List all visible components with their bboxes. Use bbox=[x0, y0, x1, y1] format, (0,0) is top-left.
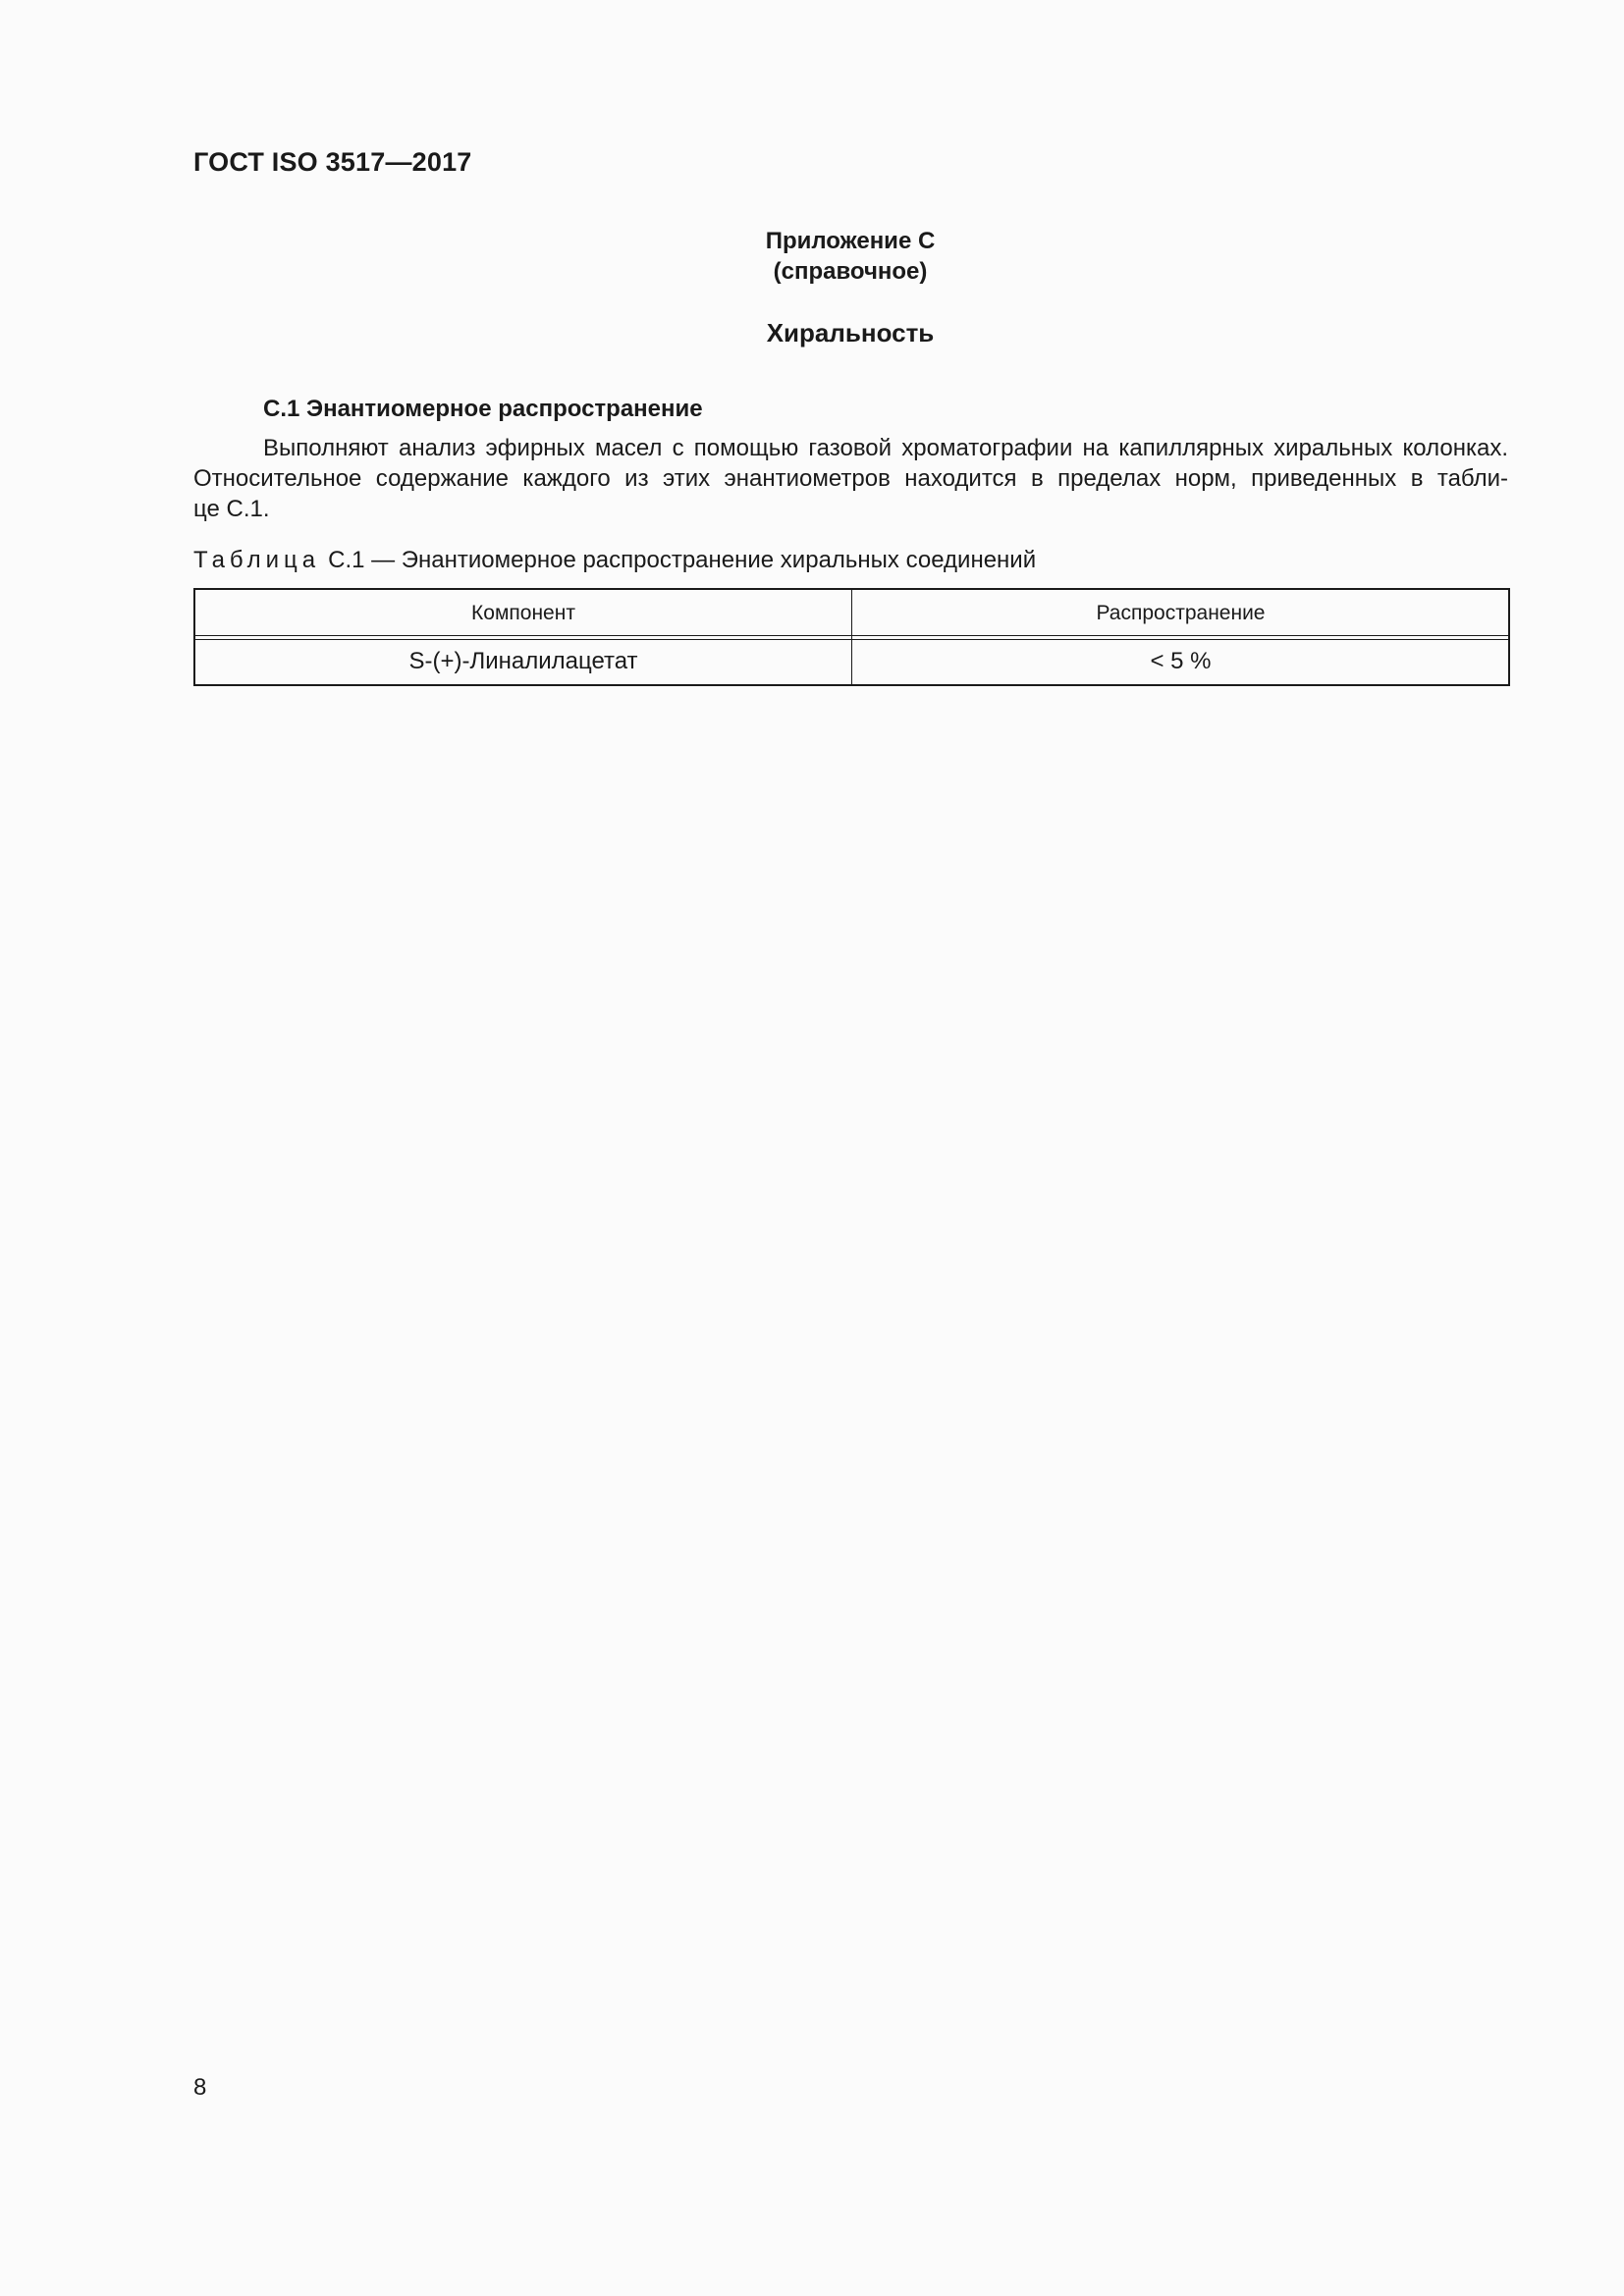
table-caption-text: С.1 — Энантиомерное распространение хиральных соединений bbox=[328, 547, 1037, 573]
page-number: 8 bbox=[193, 2074, 207, 2101]
paragraph-line: Относительное содержание каждого из этих энантиометров находится в пределах норм, приведенных в табли- bbox=[193, 465, 1508, 492]
paragraph-line: це С.1. bbox=[193, 496, 270, 522]
table-header-distribution: Распространение bbox=[1096, 602, 1266, 624]
table-cell-component: S-(+)-Линалилацетат bbox=[408, 648, 638, 674]
table-caption bbox=[193, 547, 1036, 574]
table-header-component: Компонент bbox=[471, 602, 575, 624]
appendix-header bbox=[0, 226, 1624, 287]
paragraph-line: Выполняют анализ эфирных масел с помощью газовой хроматографии на капиллярных хиральных колонках. bbox=[263, 435, 1508, 461]
table-header-divider bbox=[195, 635, 1508, 640]
section-title: Хиральность bbox=[766, 318, 935, 347]
appendix-status: (справочное) bbox=[773, 258, 928, 285]
subsection-heading: С.1 Энантиомерное распространение bbox=[263, 396, 703, 422]
appendix-title: Приложение С bbox=[765, 228, 936, 254]
document-code: ГОСТ ISO 3517—2017 bbox=[193, 147, 472, 177]
data-table bbox=[193, 588, 1510, 686]
body-paragraph bbox=[193, 433, 1508, 524]
table-cell-distribution: < 5 % bbox=[1150, 648, 1212, 674]
table-caption-prefix: Таблица bbox=[193, 547, 321, 573]
